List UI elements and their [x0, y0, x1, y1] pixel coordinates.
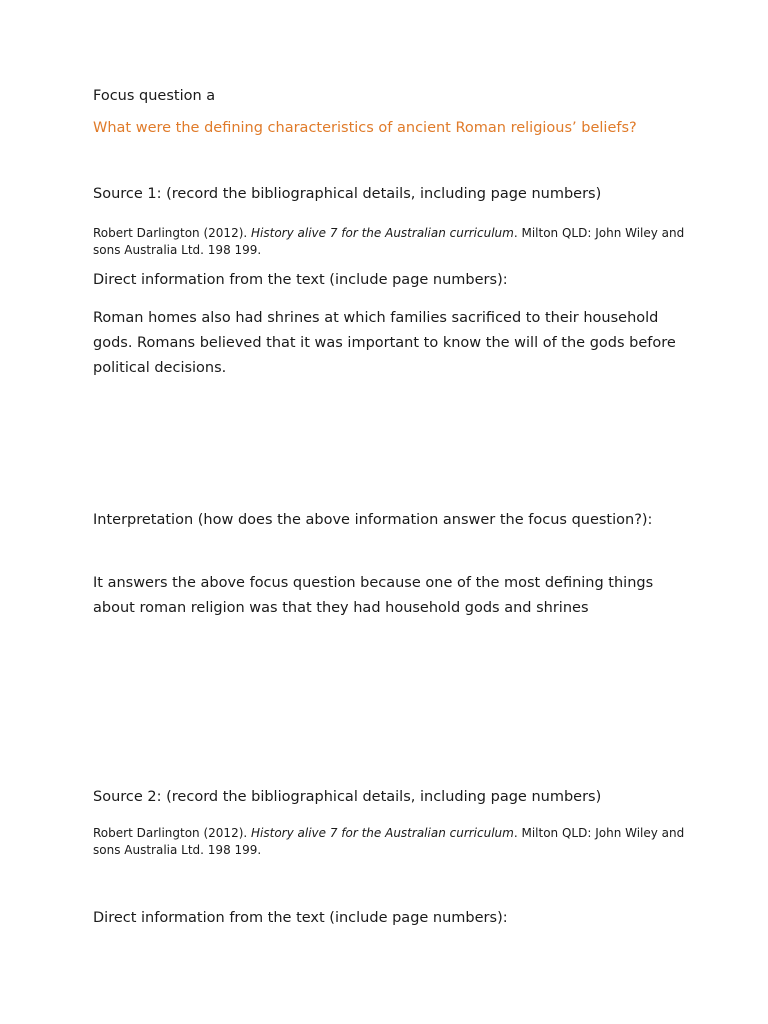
source2-citation-title: History alive 7 for the Australian curriculum — [251, 826, 514, 840]
source1-interpretation-label: Interpretation (how does the above information answer the focus question?): — [93, 512, 653, 528]
source1-direct-text: Roman homes also had shrines at which families sacrificed to their household gods. Romans believed that it was important to know the will of the gods before political decisions. — [93, 310, 676, 376]
source1-citation-rest: . Milton QLD: John Wiley and sons Australia Ltd. 198 199. — [93, 226, 685, 257]
source1-citation — [93, 225, 693, 259]
source1-direct-label: Direct information from the text (include page numbers): — [93, 272, 508, 288]
focus-question: What were the defining characteristics of ancient Roman religious’ beliefs? — [93, 120, 637, 136]
source2-citation-rest: . Milton QLD: John Wiley and sons Australia Ltd. 198 199. — [93, 826, 685, 857]
source2-direct-label: Direct information from the text (include page numbers): — [93, 910, 508, 926]
source1-citation-title: History alive 7 for the Australian curriculum — [251, 226, 514, 240]
source2-citation — [93, 825, 693, 859]
focus-heading: Focus question a — [93, 88, 216, 104]
source1-citation-author: Robert Darlington (2012). — [93, 226, 252, 240]
source2-heading: Source 2: (record the bibliographical details, including page numbers) — [93, 789, 602, 805]
source1-interpretation-text: It answers the above focus question because one of the most defining things about roman religion was that they had household gods and shrines — [93, 575, 654, 616]
source1-heading: Source 1: (record the bibliographical details, including page numbers) — [93, 186, 602, 202]
source2-citation-author: Robert Darlington (2012). — [93, 826, 252, 840]
